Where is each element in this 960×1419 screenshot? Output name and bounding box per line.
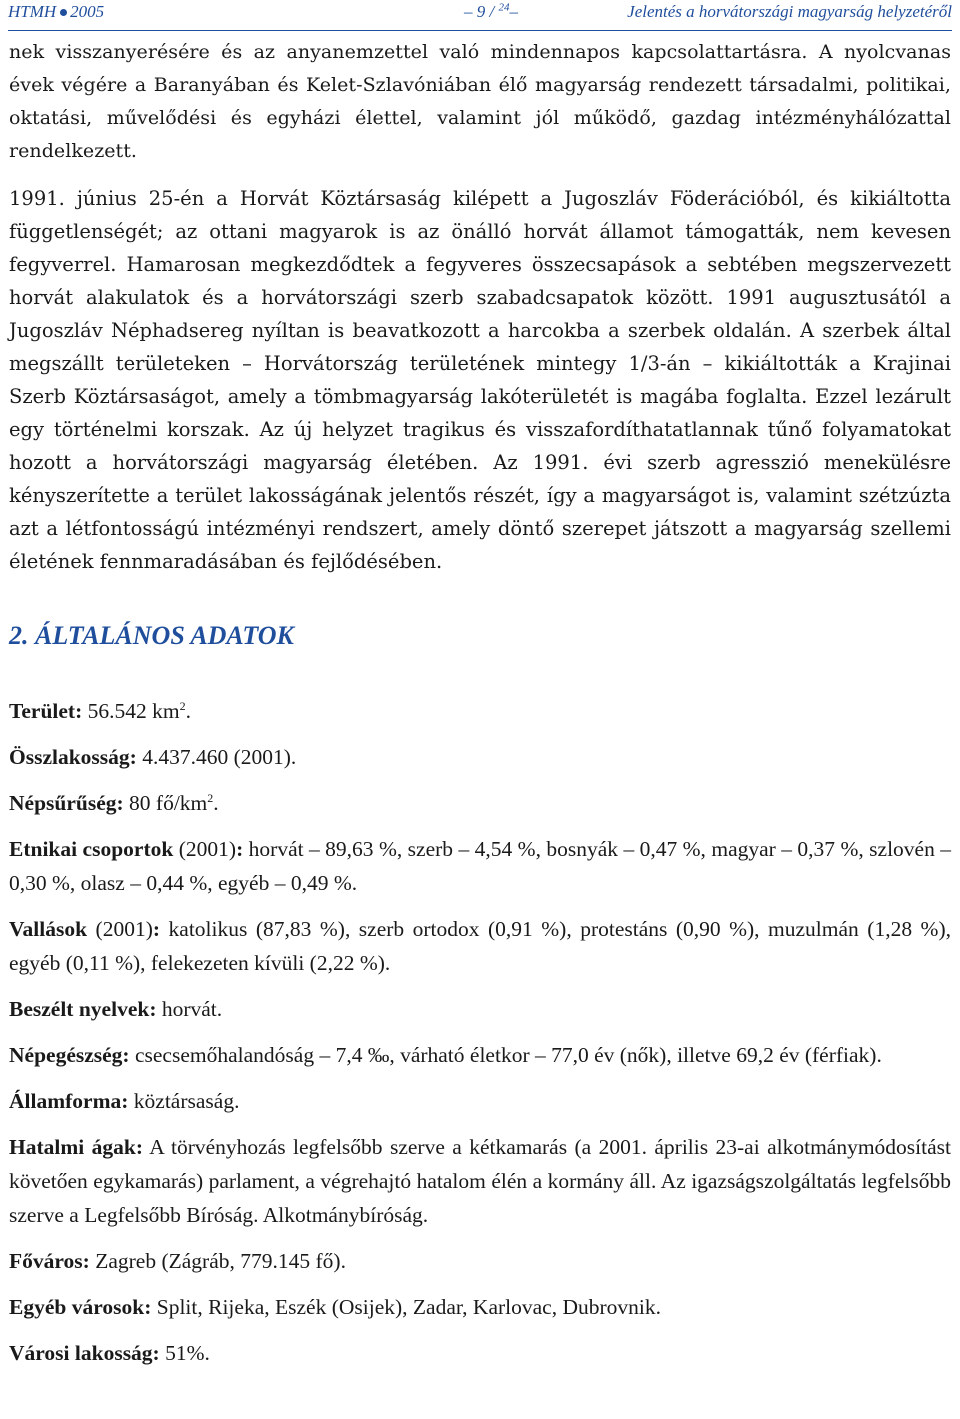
fact-value: 56.542 km (87, 699, 180, 723)
fact-value: A törvényhozás legfelsőbb szerve a kétkamarás (a 2001. április 23-ai alkotmánymódosítást követően egykamarás) parlament, a végrehajtó hatalom élén a kormány áll. Az igazságszolgáltatás legfelsőbb szerve a Legfelsőbb Bíróság. Alkotmánybíróság. (9, 1135, 951, 1227)
fact-sup: 2 (207, 790, 214, 805)
fact-area (9, 694, 951, 728)
fact-value: horvát – 89,63 %, szerb – 4,54 %, bosnyák – 0,47 %, magyar – 0,37 %, szlovén – 0,30 %, olasz – 0,44 %, egyéb – 0,49 %. (9, 837, 952, 895)
header-year: 2005 (70, 2, 105, 21)
header-left (8, 2, 104, 22)
fact-label: Népsűrűség: (9, 791, 124, 815)
header-title: HTMH (8, 2, 57, 21)
fact-tail: . (213, 791, 219, 815)
fact-label: Egyéb városok: (9, 1295, 152, 1319)
fact-sup: 2 (179, 698, 186, 713)
fact-label: Összlakosság: (9, 745, 137, 769)
fact-branches-of-power (9, 1130, 951, 1232)
fact-public-health (9, 1038, 951, 1072)
fact-label: Terület: (9, 699, 83, 723)
fact-label: Vallások (9, 917, 88, 941)
fact-value: katolikus (87,83 %), szerb ortodox (0,91 %), protestáns (0,90 %), muzulmán (1,28 %), egyéb (0,11 %), felekezeten kívüli (2,22 %). (9, 917, 951, 975)
header-report-title: Jelentés a horvátországi magyarság helyzetéről (627, 2, 952, 21)
fact-value: 4.437.460 (2001). (142, 745, 297, 769)
fact-languages (9, 992, 951, 1026)
fact-value: 80 fő/km (129, 791, 208, 815)
fact-label: Népegészség: (9, 1043, 130, 1067)
fact-colon: : (152, 917, 161, 941)
page-header (8, 0, 952, 31)
section-heading: 2. ÁLTALÁNOS ADATOK (9, 621, 294, 650)
fact-colon: : (236, 837, 244, 861)
fact-label: Hatalmi ágak: (9, 1135, 144, 1159)
fact-state-form (9, 1084, 951, 1118)
fact-label: Főváros: (9, 1249, 90, 1273)
fact-value: Split, Rijeka, Eszék (Osijek), Zadar, Karlovac, Dubrovnik. (151, 1295, 661, 1319)
page-total: 24 (498, 1, 510, 14)
fact-label: Etnikai csoportok (9, 837, 174, 861)
fact-capital (9, 1244, 951, 1278)
general-data-list (9, 694, 951, 1370)
paragraph-history: 1991. június 25-én a Horvát Köztársaság kilépett a Jugoszláv Föderációból, és kikiáltotta függetlenségét; az ottani magyarok is az önálló horvát államot támogatták, nem kevesen fegyverrel. Hamarosan megkezdődtek a fegyveres összecsapások a sebtében megszervezett horvát alakulatok és a horvátországi szerb szabadcsapatok között. 1991 augusztusától a Jugoszláv Néphadsereg nyíltan is beavatkozott a harcokba a szerbek oldalán. A szerbek által megszállt területeken – Horvátország területének mintegy 1/3-án – kikiáltották a Krajinai Szerb Köztársaságot, amely a tömbmagyarság lakóterületét is magába foglalta. Ezzel lezárult egy történelmi korszak. Az új helyzet tragikus és visszafordíthatatlannak tűnő folyamatokat hozott a horvátországi magyarság életében. Az 1991. évi szerb agresszió menekülésre kényszerítette a terület lakosságának jelentős részét, így a magyarságot is, valamint szétzúzta azt a létfontosságú intézményi rendszert, amely döntő szerepet játszott a magyarság szellemi életének fennmaradásában és fejlődésében. (9, 187, 951, 573)
fact-value: Zagreb (Zágráb, 779.145 fő). (89, 1249, 346, 1273)
paragraph-intro: nek visszanyerésére és az anyanemzettel való mindennapos kapcsolattartásra. A nyolcvanas évek végére a Baranyában és Kelet-Szlavóniában élő magyarság rendezett társadalmi, politikai, oktatási, művelődési és egyházi élettel, valamint jól működő, gazdag intézményhálózattal rendelkezett. (9, 41, 951, 162)
fact-value: horvát. (156, 997, 223, 1021)
fact-value: köztársaság. (128, 1089, 240, 1113)
page-current: 9 (476, 2, 486, 21)
fact-tail: . (185, 699, 191, 723)
fact-year: (2001) (173, 837, 237, 861)
fact-other-cities (9, 1290, 951, 1324)
fact-population (9, 740, 951, 774)
fact-year: (2001) (87, 917, 153, 941)
fact-urban-population (9, 1336, 951, 1370)
fact-density (9, 786, 951, 820)
fact-ethnic-groups (9, 832, 951, 900)
page-number: – 9 / $^{24}$– (464, 1, 518, 21)
bullet-dot-icon (60, 9, 67, 16)
fact-religions (9, 912, 951, 980)
fact-label: Beszélt nyelvek: (9, 997, 157, 1021)
fact-label: Városi lakosság: (9, 1341, 160, 1365)
fact-value: 51%. (159, 1341, 210, 1365)
fact-value: csecsemőhalandóság – 7,4 ‰, várható életkor – 77,0 év (nők), illetve 69,2 év (férfiak). (129, 1043, 882, 1067)
fact-label: Államforma: (9, 1089, 129, 1113)
page-content (9, 36, 951, 1382)
